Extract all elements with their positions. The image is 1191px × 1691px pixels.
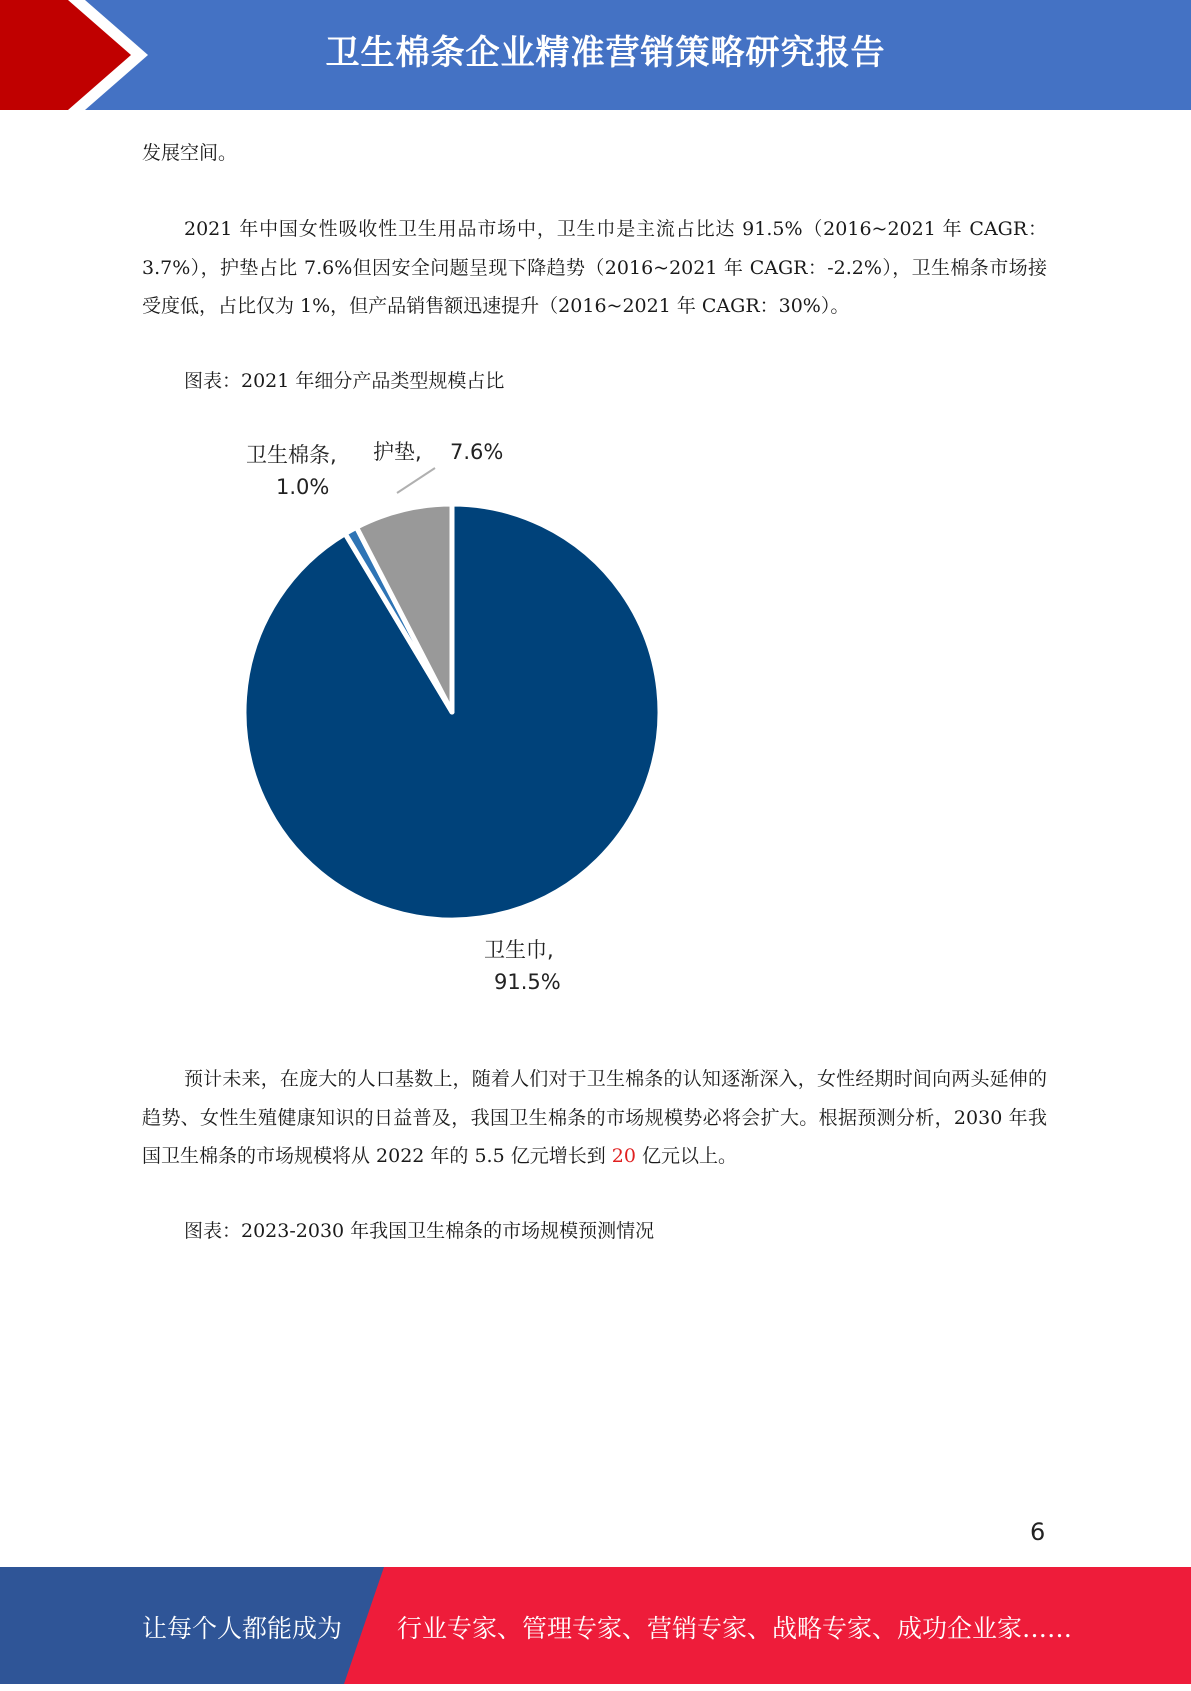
- pie-chart-product-share: [200, 420, 720, 1000]
- pie-label-pad-name: 护垫,: [373, 440, 422, 464]
- figure-caption-forecast: 图表：2023-2030 年我国卫生棉条的市场规模预测情况: [184, 1220, 655, 1242]
- pie-label-pad-value: 7.6%: [450, 440, 504, 464]
- paragraph-continuation: 发展空间。: [142, 142, 238, 164]
- footer-slogan-right: 行业专家、管理专家、营销专家、战略专家、成功企业家……: [397, 1614, 1073, 1643]
- pie-label-tampon-value: 1.0%: [276, 475, 330, 499]
- report-title: 卫生棉条企业精准营销策略研究报告: [325, 33, 886, 73]
- pie-leader-line-pad: [397, 468, 435, 493]
- figure-caption-product-share: 图表：2021 年细分产品类型规模占比: [184, 370, 505, 392]
- forecast-text-end: 亿元以上。: [635, 1145, 738, 1167]
- paragraph-market-share: 2021 年中国女性吸收性卫生用品市场中，卫生巾是主流占比达 91.5%（2016~2021 年 CAGR：3.7%），护垫占比 7.6%但因安全问题呈现下降趋势（2016~2021 年 CAGR：-2.2%），卫生棉条市场接受度低，占比仅为 1%，但产品销售额迅速提升（2016~2021 年 CAGR：30%）。: [142, 218, 1047, 317]
- pie-label-pad-main-value: 91.5%: [494, 970, 561, 994]
- page-footer: [0, 1567, 1191, 1684]
- page-header: [0, 0, 1191, 110]
- pie-label-tampon-name: 卫生棉条,: [246, 443, 337, 467]
- page-number: 6: [1030, 1518, 1046, 1546]
- pie-label-pad-main-name: 卫生巾,: [484, 938, 554, 962]
- forecast-highlight-value: 20: [611, 1145, 636, 1167]
- paragraph-market-forecast: [142, 1060, 1047, 1176]
- footer-slogan-left: 让每个人都能成为: [142, 1614, 343, 1643]
- forecast-text: 预计未来，在庞大的人口基数上，随着人们对于卫生棉条的认知逐渐深入，女性经期时间向两头延伸的趋势、女性生殖健康知识的日益普及，我国卫生棉条的市场规模势必将会扩大。根据预测分析，2030 年我国卫生棉条的市场规模将从 2022 年的 5.5 亿元增长到: [142, 1068, 1047, 1167]
